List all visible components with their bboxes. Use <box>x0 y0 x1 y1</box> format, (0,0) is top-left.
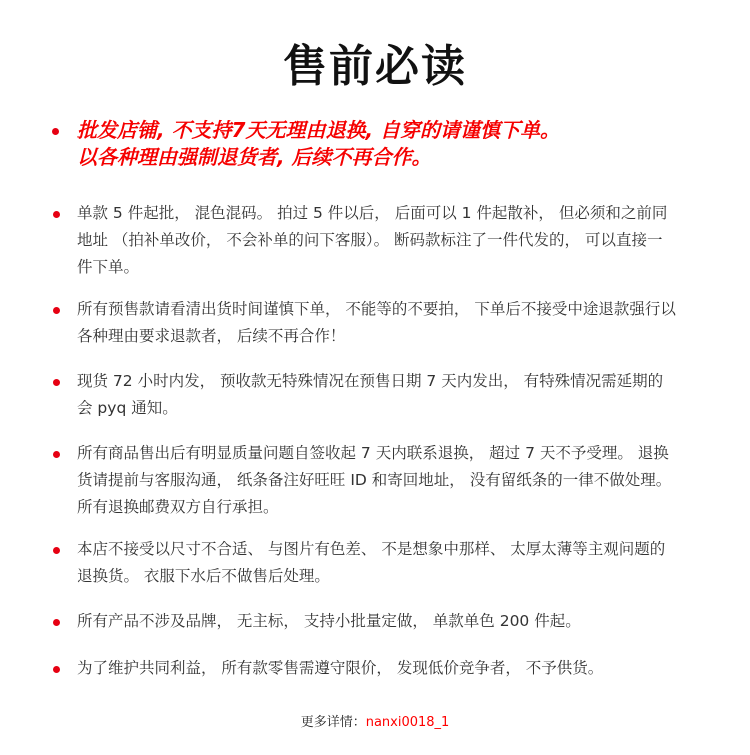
rule-item <box>77 536 677 590</box>
bullet-icon <box>53 451 60 458</box>
rule-item <box>77 368 677 422</box>
bullet-icon <box>53 307 60 314</box>
rule-item <box>77 608 677 635</box>
rule-text: 所有商品售出后有明显质量问题自签收起 7 天内联系退换， 超过 7 天不予受理。 退换货请提前与客服沟通， 纸条备注好旺旺 ID 和寄回地址， 没有留纸条的一律不做处理。 所有退换邮费双方自行承担。 <box>77 444 672 516</box>
bullet-icon <box>52 128 59 135</box>
rule-item <box>77 200 677 281</box>
rule-text: 所有预售款请看清出货时间谨慎下单， 不能等的不要拍， 下单后不接受中途退款强行以各种理由要求退款者， 后续不再合作！ <box>77 300 676 345</box>
rule-text: 为了维护共同利益， 所有款零售需遵守限价， 发现低价竞争者， 不予供货。 <box>77 659 604 677</box>
bullet-icon <box>53 666 60 673</box>
rule-text: 单款 5 件起批， 混色混码。 拍过 5 件以后， 后面可以 1 件起散补， 但必须和之前同地址 （拍补单改价， 不会补单的问下客服）。 断码款标注了一件代发的， 可以直接一件下单。 <box>77 204 668 276</box>
rule-text: 所有产品不涉及品牌， 无主标， 支持小批量定做， 单款单色 200 件起。 <box>77 612 581 630</box>
footer-label: 更多详情： <box>300 715 366 730</box>
bullet-icon <box>53 379 60 386</box>
rule-item <box>77 440 677 521</box>
bullet-icon <box>53 547 60 554</box>
warning-notice <box>77 117 697 171</box>
bullet-icon <box>53 211 60 218</box>
warning-line-1: 批发店铺, 不支持7天无理由退换, 自穿的请谨慎下单。 <box>77 118 561 142</box>
warning-line-2: 以各种理由强制退货者, 后续不再合作。 <box>77 145 432 169</box>
rule-text: 现货 72 小时内发， 预收款无特殊情况在预售日期 7 天内发出， 有特殊情况需延期的会 pyq 通知。 <box>77 372 664 417</box>
bullet-icon <box>53 619 60 626</box>
footer <box>0 711 750 730</box>
contact-id: nanxi0018_1 <box>365 715 450 730</box>
rule-item <box>77 296 677 350</box>
rule-text: 本店不接受以尺寸不合适、 与图片有色差、 不是想象中那样、 太厚太薄等主观问题的退换货。 衣服下水后不做售后处理。 <box>77 540 666 585</box>
page-title: 售前必读 <box>283 41 467 92</box>
rule-item <box>77 655 677 682</box>
